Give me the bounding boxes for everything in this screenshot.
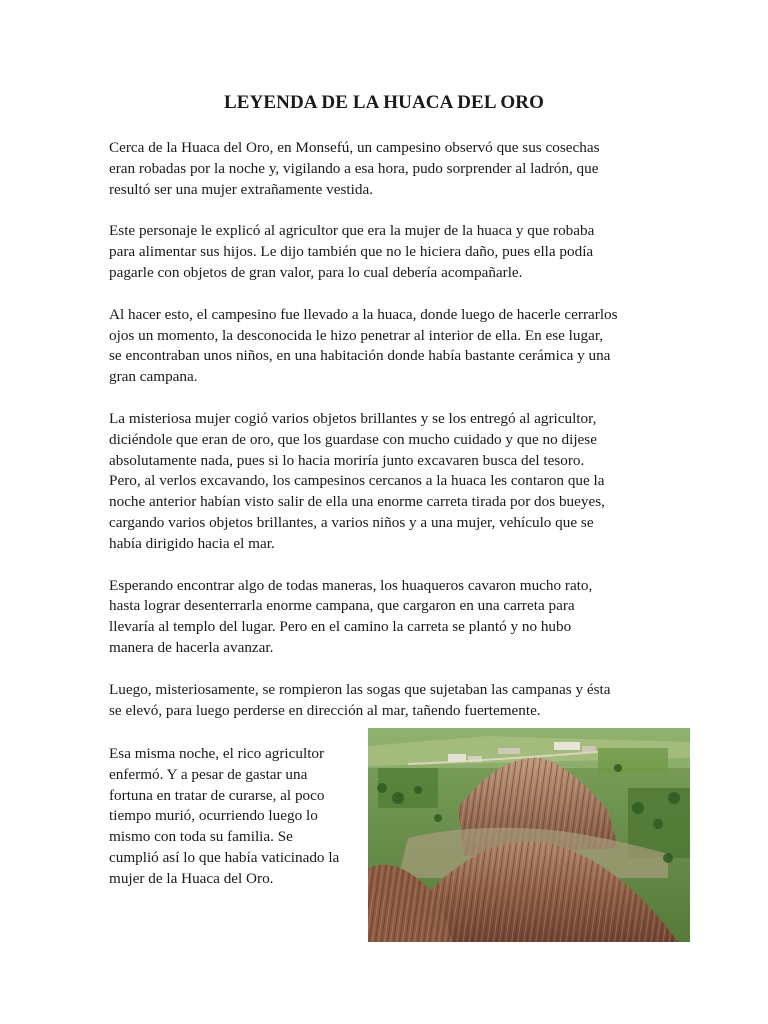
text-line: eran robadas por la noche y, vigilando a esa hora, pudo sorprender al ladrón, que <box>109 159 599 177</box>
text-line: se encontraban unos niños, en una habitación donde había bastante cerámica y una <box>109 347 611 365</box>
paragraph-6 <box>109 680 661 722</box>
paragraph-5 <box>109 576 661 659</box>
text-line: La misteriosa mujer cogió varios objetos brillantes y se los entregó al agricultor, <box>109 409 597 427</box>
text-line: para alimentar sus hijos. Le dijo también que no le hiciera daño, pues ella podía <box>109 243 594 261</box>
text-line: enfermó. Y a pesar de gastar una <box>109 765 308 783</box>
text-line: Cerca de la Huaca del Oro, en Monsefú, un campesino observó que sus cosechas <box>109 139 600 156</box>
text-line: Este personaje le explicó al agricultor que era la mujer de la huaca y que robaba <box>109 222 595 240</box>
document-body <box>109 138 661 742</box>
text-line: llevaría al templo del lugar. Pero en el camino la carreta se plantó y no hubo <box>109 618 572 636</box>
text-line: resultó ser una mujer extrañamente vestida. <box>109 180 373 198</box>
paragraph-2 <box>109 221 661 283</box>
text-line: pagarle con objetos de gran valor, para lo cual debería acompañarle. <box>109 263 523 281</box>
text-line: absolutamente nada, pues si lo hacia moriría junto excavaren busca del tesoro. <box>109 451 585 469</box>
text-line: había dirigido hacia el mar. <box>109 534 275 552</box>
text-line: manera de hacerla avanzar. <box>109 638 274 656</box>
text-line: hasta lograr desenterrarla enorme campana, que cargaron en una carreta para <box>109 597 575 615</box>
text-line: mujer de la Huaca del Oro. <box>109 869 274 887</box>
text-line: se elevó, para luego perderse en dirección al mar, tañendo fuertemente. <box>109 701 541 719</box>
text-line: noche anterior habían visto salir de ella una enorme carreta tirada por dos bueyes, <box>109 493 605 511</box>
paragraph-1 <box>109 138 661 200</box>
text-line: tiempo murió, ocurriendo luego lo <box>109 807 318 825</box>
text-line: ojos un momento, la desconocida le hizo penetrar al interior de ella. En ese lugar, <box>109 326 604 344</box>
document-title: LEYENDA DE LA HUACA DEL ORO <box>224 92 544 113</box>
text-line: gran campana. <box>109 368 198 386</box>
text-line: Al hacer esto, el campesino fue llevado a la huaca, donde luego de hacerle cerrarlos <box>109 305 618 323</box>
text-line: cargando varios objetos brillantes, a varios niños y a una mujer, vehículo que se <box>109 513 594 531</box>
text-line: mismo con toda su familia. Se <box>109 828 293 846</box>
text-line: Esperando encontrar algo de todas maneras, los huaqueros cavaron mucho rato, <box>109 576 593 594</box>
text-line: Luego, misteriosamente, se rompieron las sogas que sujetaban las campanas y ésta <box>109 680 611 698</box>
paragraph-7 <box>109 744 359 890</box>
text-line: fortuna en tratar de curarse, al poco <box>109 786 325 804</box>
text-line: Esa misma noche, el rico agricultor <box>109 745 325 762</box>
paragraph-4 <box>109 409 661 555</box>
text-line: cumplió así lo que había vaticinado la <box>109 848 340 866</box>
paragraph-3 <box>109 305 661 388</box>
text-line: diciéndole que eran de oro, que los guardase con mucho cuidado y que no dijese <box>109 430 597 448</box>
text-line: Pero, al verlos excavando, los campesinos cercanos a la huaca les contaron que la <box>109 472 605 490</box>
huaca-aerial-photo <box>368 728 690 942</box>
